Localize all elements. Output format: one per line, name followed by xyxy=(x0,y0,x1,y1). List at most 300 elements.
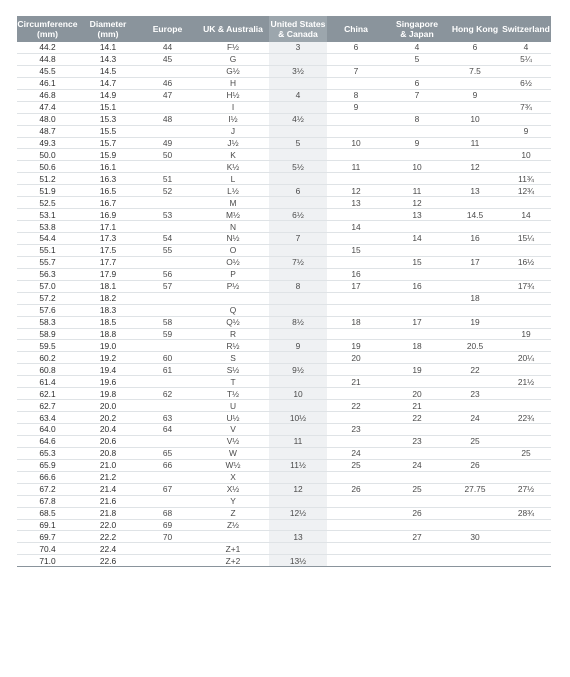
cell-china xyxy=(327,304,385,316)
cell-china: 9 xyxy=(327,101,385,113)
table-row xyxy=(17,244,551,256)
cell-switzerland: 7¾ xyxy=(501,101,551,113)
cell-switzerland: 15¼ xyxy=(501,233,551,245)
cell-us-canada xyxy=(269,376,327,388)
cell-diameter: 16.3 xyxy=(78,173,138,185)
cell-singapore-japan: 14 xyxy=(385,233,449,245)
cell-us-canada xyxy=(269,77,327,89)
cell-diameter: 16.7 xyxy=(78,197,138,209)
cell-singapore-japan xyxy=(385,173,449,185)
cell-us-canada xyxy=(269,244,327,256)
cell-diameter: 15.9 xyxy=(78,149,138,161)
cell-singapore-japan xyxy=(385,424,449,436)
cell-europe xyxy=(138,543,197,555)
cell-switzerland xyxy=(501,316,551,328)
cell-diameter: 17.7 xyxy=(78,256,138,268)
cell-switzerland xyxy=(501,471,551,483)
header-row xyxy=(17,16,551,42)
cell-china xyxy=(327,233,385,245)
cell-us-canada: 3 xyxy=(269,42,327,53)
cell-europe xyxy=(138,495,197,507)
cell-europe: 45 xyxy=(138,53,197,65)
table-row xyxy=(17,233,551,245)
cell-singapore-japan xyxy=(385,555,449,567)
cell-diameter: 19.6 xyxy=(78,376,138,388)
cell-uk-australia: L xyxy=(197,173,269,185)
cell-circumference: 53.8 xyxy=(17,221,78,233)
cell-hong-kong: 12 xyxy=(449,161,501,173)
table-row xyxy=(17,495,551,507)
cell-switzerland xyxy=(501,244,551,256)
cell-hong-kong: 14.5 xyxy=(449,209,501,221)
cell-us-canada xyxy=(269,101,327,113)
cell-europe: 53 xyxy=(138,209,197,221)
table-row xyxy=(17,352,551,364)
cell-china xyxy=(327,292,385,304)
cell-us-canada xyxy=(269,304,327,316)
cell-diameter: 19.4 xyxy=(78,364,138,376)
cell-uk-australia: N xyxy=(197,221,269,233)
table-row xyxy=(17,531,551,543)
cell-diameter: 17.9 xyxy=(78,268,138,280)
cell-singapore-japan: 8 xyxy=(385,113,449,125)
cell-switzerland: 17¾ xyxy=(501,280,551,292)
cell-china xyxy=(327,113,385,125)
table-row xyxy=(17,483,551,495)
cell-diameter: 20.6 xyxy=(78,435,138,447)
table-row xyxy=(17,507,551,519)
cell-china: 19 xyxy=(327,340,385,352)
cell-china xyxy=(327,412,385,424)
cell-hong-kong: 11 xyxy=(449,137,501,149)
cell-singapore-japan: 9 xyxy=(385,137,449,149)
cell-hong-kong: 19 xyxy=(449,316,501,328)
cell-europe: 62 xyxy=(138,388,197,400)
cell-hong-kong xyxy=(449,221,501,233)
cell-uk-australia xyxy=(197,292,269,304)
cell-europe: 49 xyxy=(138,137,197,149)
cell-switzerland xyxy=(501,197,551,209)
cell-uk-australia: Q xyxy=(197,304,269,316)
cell-singapore-japan xyxy=(385,447,449,459)
table-row xyxy=(17,555,551,567)
cell-hong-kong xyxy=(449,53,501,65)
cell-singapore-japan: 12 xyxy=(385,197,449,209)
cell-china: 20 xyxy=(327,352,385,364)
cell-diameter: 22.2 xyxy=(78,531,138,543)
cell-europe: 67 xyxy=(138,483,197,495)
cell-singapore-japan: 22 xyxy=(385,412,449,424)
table-row xyxy=(17,376,551,388)
cell-europe: 54 xyxy=(138,233,197,245)
cell-china xyxy=(327,256,385,268)
table-row xyxy=(17,447,551,459)
cell-us-canada: 12½ xyxy=(269,507,327,519)
cell-uk-australia: G xyxy=(197,53,269,65)
cell-uk-australia: Q½ xyxy=(197,316,269,328)
cell-uk-australia xyxy=(197,531,269,543)
cell-uk-australia: M xyxy=(197,197,269,209)
cell-us-canada: 8 xyxy=(269,280,327,292)
cell-china: 22 xyxy=(327,400,385,412)
cell-us-canada xyxy=(269,173,327,185)
cell-circumference: 69.7 xyxy=(17,531,78,543)
cell-china xyxy=(327,77,385,89)
cell-diameter: 14.7 xyxy=(78,77,138,89)
cell-us-canada xyxy=(269,471,327,483)
cell-switzerland xyxy=(501,435,551,447)
cell-us-canada: 7 xyxy=(269,233,327,245)
cell-europe xyxy=(138,125,197,137)
cell-circumference: 55.7 xyxy=(17,256,78,268)
cell-hong-kong: 24 xyxy=(449,412,501,424)
cell-diameter: 16.9 xyxy=(78,209,138,221)
cell-hong-kong: 27.75 xyxy=(449,483,501,495)
cell-circumference: 51.9 xyxy=(17,185,78,197)
cell-diameter: 14.5 xyxy=(78,65,138,77)
cell-circumference: 50.0 xyxy=(17,149,78,161)
cell-hong-kong xyxy=(449,244,501,256)
cell-singapore-japan: 27 xyxy=(385,531,449,543)
cell-singapore-japan: 16 xyxy=(385,280,449,292)
cell-uk-australia: Z xyxy=(197,507,269,519)
cell-hong-kong xyxy=(449,447,501,459)
cell-hong-kong xyxy=(449,268,501,280)
cell-hong-kong: 30 xyxy=(449,531,501,543)
cell-diameter: 21.0 xyxy=(78,459,138,471)
cell-china: 14 xyxy=(327,221,385,233)
cell-hong-kong: 18 xyxy=(449,292,501,304)
table-row xyxy=(17,280,551,292)
cell-china: 6 xyxy=(327,42,385,53)
cell-uk-australia: W½ xyxy=(197,459,269,471)
cell-switzerland: 16½ xyxy=(501,256,551,268)
cell-singapore-japan xyxy=(385,101,449,113)
table-row xyxy=(17,435,551,447)
cell-hong-kong: 16 xyxy=(449,233,501,245)
cell-china: 16 xyxy=(327,268,385,280)
cell-diameter: 20.0 xyxy=(78,400,138,412)
cell-us-canada: 4 xyxy=(269,89,327,101)
cell-us-canada xyxy=(269,424,327,436)
cell-china xyxy=(327,209,385,221)
cell-hong-kong xyxy=(449,519,501,531)
table-row xyxy=(17,519,551,531)
cell-hong-kong xyxy=(449,543,501,555)
cell-china: 24 xyxy=(327,447,385,459)
cell-us-canada: 4½ xyxy=(269,113,327,125)
cell-switzerland xyxy=(501,388,551,400)
cell-switzerland xyxy=(501,543,551,555)
cell-us-canada xyxy=(269,149,327,161)
cell-us-canada: 9½ xyxy=(269,364,327,376)
table-row xyxy=(17,173,551,185)
cell-singapore-japan xyxy=(385,352,449,364)
cell-singapore-japan: 5 xyxy=(385,53,449,65)
cell-singapore-japan: 21 xyxy=(385,400,449,412)
cell-china xyxy=(327,328,385,340)
cell-switzerland xyxy=(501,519,551,531)
cell-hong-kong xyxy=(449,400,501,412)
cell-china: 13 xyxy=(327,197,385,209)
cell-europe xyxy=(138,304,197,316)
cell-uk-australia: I xyxy=(197,101,269,113)
cell-switzerland xyxy=(501,304,551,316)
cell-us-canada: 3½ xyxy=(269,65,327,77)
table-row xyxy=(17,53,551,65)
cell-switzerland: 25 xyxy=(501,447,551,459)
cell-us-canada xyxy=(269,268,327,280)
cell-switzerland xyxy=(501,292,551,304)
cell-europe: 64 xyxy=(138,424,197,436)
cell-china: 7 xyxy=(327,65,385,77)
table-row xyxy=(17,304,551,316)
cell-circumference: 49.3 xyxy=(17,137,78,149)
cell-hong-kong xyxy=(449,304,501,316)
table-row xyxy=(17,471,551,483)
cell-singapore-japan xyxy=(385,495,449,507)
cell-hong-kong: 26 xyxy=(449,459,501,471)
cell-circumference: 62.7 xyxy=(17,400,78,412)
cell-uk-australia: M½ xyxy=(197,209,269,221)
cell-china: 26 xyxy=(327,483,385,495)
cell-circumference: 54.4 xyxy=(17,233,78,245)
cell-diameter: 22.4 xyxy=(78,543,138,555)
cell-us-canada: 5½ xyxy=(269,161,327,173)
cell-switzerland xyxy=(501,161,551,173)
cell-uk-australia: O xyxy=(197,244,269,256)
table-row xyxy=(17,185,551,197)
cell-europe xyxy=(138,221,197,233)
cell-europe: 70 xyxy=(138,531,197,543)
cell-europe: 44 xyxy=(138,42,197,53)
cell-switzerland xyxy=(501,221,551,233)
cell-europe xyxy=(138,161,197,173)
cell-hong-kong xyxy=(449,424,501,436)
cell-singapore-japan: 7 xyxy=(385,89,449,101)
cell-circumference: 67.2 xyxy=(17,483,78,495)
cell-switzerland xyxy=(501,531,551,543)
cell-europe xyxy=(138,256,197,268)
cell-circumference: 62.1 xyxy=(17,388,78,400)
header-diameter: Diameter (mm) xyxy=(78,16,138,42)
table-row xyxy=(17,149,551,161)
cell-diameter: 18.2 xyxy=(78,292,138,304)
cell-europe: 46 xyxy=(138,77,197,89)
cell-us-canada: 6 xyxy=(269,185,327,197)
cell-switzerland xyxy=(501,424,551,436)
cell-china xyxy=(327,53,385,65)
cell-switzerland: 6½ xyxy=(501,77,551,89)
cell-china xyxy=(327,507,385,519)
cell-hong-kong xyxy=(449,507,501,519)
cell-china: 18 xyxy=(327,316,385,328)
cell-singapore-japan: 11 xyxy=(385,185,449,197)
cell-europe: 47 xyxy=(138,89,197,101)
cell-us-canada: 11½ xyxy=(269,459,327,471)
table-row xyxy=(17,400,551,412)
cell-europe: 51 xyxy=(138,173,197,185)
cell-uk-australia: R xyxy=(197,328,269,340)
table-row xyxy=(17,113,551,125)
table-row xyxy=(17,388,551,400)
cell-europe xyxy=(138,471,197,483)
cell-hong-kong xyxy=(449,197,501,209)
cell-us-canada xyxy=(269,543,327,555)
cell-china xyxy=(327,149,385,161)
cell-circumference: 46.1 xyxy=(17,77,78,89)
cell-diameter: 21.4 xyxy=(78,483,138,495)
cell-uk-australia: T½ xyxy=(197,388,269,400)
cell-singapore-japan: 13 xyxy=(385,209,449,221)
table-row xyxy=(17,137,551,149)
cell-circumference: 70.4 xyxy=(17,543,78,555)
cell-uk-australia: H xyxy=(197,77,269,89)
cell-us-canada: 11 xyxy=(269,435,327,447)
cell-circumference: 57.0 xyxy=(17,280,78,292)
table-row xyxy=(17,209,551,221)
cell-diameter: 21.2 xyxy=(78,471,138,483)
cell-singapore-japan xyxy=(385,471,449,483)
table-row xyxy=(17,340,551,352)
cell-diameter: 15.5 xyxy=(78,125,138,137)
table-row xyxy=(17,424,551,436)
cell-us-canada xyxy=(269,519,327,531)
ring-size-table-container xyxy=(17,16,551,567)
cell-europe: 66 xyxy=(138,459,197,471)
cell-us-canada: 10 xyxy=(269,388,327,400)
header-switzerland: Switzerland xyxy=(501,16,551,42)
cell-singapore-japan: 4 xyxy=(385,42,449,53)
cell-switzerland xyxy=(501,268,551,280)
cell-us-canada xyxy=(269,352,327,364)
cell-diameter: 14.3 xyxy=(78,53,138,65)
cell-diameter: 18.1 xyxy=(78,280,138,292)
cell-uk-australia: H½ xyxy=(197,89,269,101)
cell-switzerland xyxy=(501,137,551,149)
cell-china xyxy=(327,531,385,543)
cell-hong-kong xyxy=(449,352,501,364)
cell-diameter: 15.7 xyxy=(78,137,138,149)
cell-diameter: 17.1 xyxy=(78,221,138,233)
cell-diameter: 14.9 xyxy=(78,89,138,101)
cell-circumference: 65.3 xyxy=(17,447,78,459)
cell-us-canada: 7½ xyxy=(269,256,327,268)
table-row xyxy=(17,316,551,328)
cell-europe: 68 xyxy=(138,507,197,519)
table-row xyxy=(17,89,551,101)
table-row xyxy=(17,65,551,77)
cell-china xyxy=(327,388,385,400)
cell-uk-australia: K½ xyxy=(197,161,269,173)
cell-hong-kong xyxy=(449,328,501,340)
cell-us-canada xyxy=(269,125,327,137)
cell-circumference: 45.5 xyxy=(17,65,78,77)
table-body xyxy=(17,42,551,567)
cell-hong-kong xyxy=(449,173,501,185)
cell-hong-kong xyxy=(449,149,501,161)
table-row xyxy=(17,221,551,233)
cell-singapore-japan xyxy=(385,244,449,256)
cell-switzerland: 9 xyxy=(501,125,551,137)
cell-singapore-japan: 19 xyxy=(385,364,449,376)
table-row xyxy=(17,197,551,209)
table-row xyxy=(17,364,551,376)
cell-europe: 69 xyxy=(138,519,197,531)
header-singapore-japan: Singapore & Japan xyxy=(385,16,449,42)
cell-diameter: 18.5 xyxy=(78,316,138,328)
cell-uk-australia: P½ xyxy=(197,280,269,292)
cell-singapore-japan: 18 xyxy=(385,340,449,352)
table-row xyxy=(17,292,551,304)
cell-singapore-japan xyxy=(385,376,449,388)
cell-diameter: 18.8 xyxy=(78,328,138,340)
cell-europe: 65 xyxy=(138,447,197,459)
cell-europe xyxy=(138,555,197,567)
cell-china: 21 xyxy=(327,376,385,388)
cell-uk-australia: V xyxy=(197,424,269,436)
cell-singapore-japan: 6 xyxy=(385,77,449,89)
cell-europe xyxy=(138,197,197,209)
cell-us-canada xyxy=(269,447,327,459)
cell-circumference: 47.4 xyxy=(17,101,78,113)
cell-hong-kong: 10 xyxy=(449,113,501,125)
cell-uk-australia: I½ xyxy=(197,113,269,125)
cell-uk-australia: F½ xyxy=(197,42,269,53)
cell-diameter: 15.1 xyxy=(78,101,138,113)
cell-china xyxy=(327,471,385,483)
cell-hong-kong: 22 xyxy=(449,364,501,376)
cell-hong-kong: 20.5 xyxy=(449,340,501,352)
cell-hong-kong: 17 xyxy=(449,256,501,268)
cell-hong-kong: 13 xyxy=(449,185,501,197)
cell-singapore-japan: 20 xyxy=(385,388,449,400)
cell-switzerland xyxy=(501,495,551,507)
cell-switzerland: 12¾ xyxy=(501,185,551,197)
cell-diameter: 18.3 xyxy=(78,304,138,316)
cell-circumference: 48.0 xyxy=(17,113,78,125)
cell-hong-kong: 23 xyxy=(449,388,501,400)
cell-china xyxy=(327,364,385,376)
cell-singapore-japan: 17 xyxy=(385,316,449,328)
cell-china xyxy=(327,173,385,185)
header-europe: Europe xyxy=(138,16,197,42)
cell-circumference: 55.1 xyxy=(17,244,78,256)
table-row xyxy=(17,328,551,340)
cell-uk-australia: J xyxy=(197,125,269,137)
table-row xyxy=(17,125,551,137)
cell-diameter: 17.3 xyxy=(78,233,138,245)
cell-circumference: 50.6 xyxy=(17,161,78,173)
cell-hong-kong xyxy=(449,376,501,388)
cell-china xyxy=(327,543,385,555)
cell-us-canada: 13 xyxy=(269,531,327,543)
cell-singapore-japan: 26 xyxy=(385,507,449,519)
cell-diameter: 20.8 xyxy=(78,447,138,459)
cell-us-canada xyxy=(269,53,327,65)
cell-europe: 61 xyxy=(138,364,197,376)
cell-us-canada: 8½ xyxy=(269,316,327,328)
cell-diameter: 19.2 xyxy=(78,352,138,364)
cell-europe xyxy=(138,376,197,388)
table-row xyxy=(17,101,551,113)
cell-uk-australia: U½ xyxy=(197,412,269,424)
header-us-canada: United States & Canada xyxy=(269,16,327,42)
cell-us-canada: 9 xyxy=(269,340,327,352)
cell-singapore-japan xyxy=(385,519,449,531)
cell-singapore-japan xyxy=(385,125,449,137)
header-uk-australia: UK & Australia xyxy=(197,16,269,42)
